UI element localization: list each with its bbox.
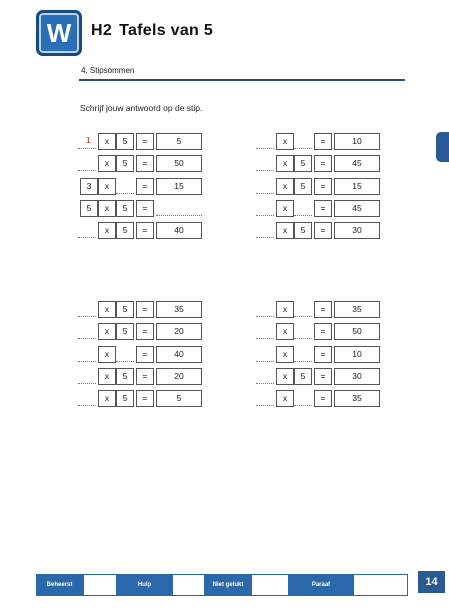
equals-sign: = xyxy=(136,133,154,150)
times-sign: x xyxy=(276,200,294,217)
logo: W xyxy=(36,10,82,56)
operand-box: 5 xyxy=(116,133,134,150)
operand-box: 5 xyxy=(80,200,98,217)
equals-sign: = xyxy=(136,390,154,407)
answer-line[interactable] xyxy=(294,316,312,317)
times-sign: x xyxy=(276,346,294,363)
chapter-title: Tafels van 5 xyxy=(119,22,214,39)
times-sign: x xyxy=(98,301,116,318)
answer-line[interactable] xyxy=(78,170,96,171)
equals-sign: = xyxy=(314,133,332,150)
equals-sign: = xyxy=(314,155,332,172)
times-sign: x xyxy=(98,323,116,340)
result-box: 30 xyxy=(334,222,380,239)
operand-box: 5 xyxy=(294,178,312,195)
equals-sign: = xyxy=(314,301,332,318)
answer-line[interactable] xyxy=(256,193,274,194)
equals-sign: = xyxy=(314,390,332,407)
answer-line[interactable] xyxy=(256,383,274,384)
result-box: 35 xyxy=(156,301,202,318)
times-sign: x xyxy=(276,323,294,340)
result-box: 10 xyxy=(334,346,380,363)
answer-line[interactable] xyxy=(78,361,96,362)
operand-box: 5 xyxy=(294,222,312,239)
result-box: 30 xyxy=(334,368,380,385)
times-sign: x xyxy=(276,390,294,407)
equals-sign: = xyxy=(136,222,154,239)
answer-line[interactable] xyxy=(294,338,312,339)
equals-sign: = xyxy=(314,346,332,363)
answer-line[interactable] xyxy=(294,405,312,406)
equals-sign: = xyxy=(136,323,154,340)
assessment-bar xyxy=(36,574,408,596)
beheerst-box[interactable] xyxy=(83,574,117,596)
result-box: 10 xyxy=(334,133,380,150)
operand-box: 5 xyxy=(294,368,312,385)
times-sign: x xyxy=(276,368,294,385)
times-sign: x xyxy=(276,301,294,318)
operand-box: 5 xyxy=(116,222,134,239)
equals-sign: = xyxy=(136,301,154,318)
equals-sign: = xyxy=(136,346,154,363)
result-box: 15 xyxy=(156,178,202,195)
answer-line[interactable] xyxy=(256,148,274,149)
times-sign: x xyxy=(276,178,294,195)
answer-line[interactable] xyxy=(294,361,312,362)
times-sign: x xyxy=(98,390,116,407)
answer-line[interactable] xyxy=(78,316,96,317)
answer-line[interactable] xyxy=(116,193,134,194)
answer-line[interactable] xyxy=(256,237,274,238)
page-number: 14 xyxy=(418,571,445,593)
niet-gelukt-box[interactable] xyxy=(251,574,289,596)
result-box: 35 xyxy=(334,301,380,318)
answer-line[interactable] xyxy=(78,338,96,339)
answer-line[interactable] xyxy=(78,148,96,149)
times-sign: x xyxy=(98,178,116,195)
operand-box: 5 xyxy=(116,301,134,318)
niet-gelukt-label: Niet gelukt xyxy=(205,574,251,596)
side-tab xyxy=(436,132,449,162)
paraaf-box[interactable] xyxy=(353,574,408,596)
operand-box: 5 xyxy=(116,200,134,217)
result-box: 50 xyxy=(334,323,380,340)
result-box: 45 xyxy=(334,200,380,217)
equals-sign: = xyxy=(314,222,332,239)
answer-line[interactable] xyxy=(116,361,134,362)
answer-line[interactable] xyxy=(78,237,96,238)
times-sign: x xyxy=(98,346,116,363)
answer-line[interactable] xyxy=(256,215,274,216)
page-title xyxy=(91,22,213,40)
result-box: 5 xyxy=(156,133,202,150)
operand-box: 5 xyxy=(116,323,134,340)
answer-line[interactable] xyxy=(256,338,274,339)
result-box: 20 xyxy=(156,323,202,340)
times-sign: x xyxy=(98,368,116,385)
section-title: 4. Stipsommen xyxy=(81,66,135,75)
answer-line[interactable] xyxy=(78,383,96,384)
operand-box: 3 xyxy=(80,178,98,195)
operand-box: 5 xyxy=(294,155,312,172)
result-box: 35 xyxy=(334,390,380,407)
operand-box: 5 xyxy=(116,155,134,172)
times-sign: x xyxy=(276,155,294,172)
equals-sign: = xyxy=(136,178,154,195)
result-box: 15 xyxy=(334,178,380,195)
section-divider xyxy=(79,79,405,81)
beheerst-label: Beheerst xyxy=(36,574,83,596)
equals-sign: = xyxy=(314,200,332,217)
times-sign: x xyxy=(98,200,116,217)
answer-line[interactable] xyxy=(294,215,312,216)
result-box: 20 xyxy=(156,368,202,385)
example-marker: 1 xyxy=(86,135,91,145)
answer-line[interactable] xyxy=(256,361,274,362)
result-box: 45 xyxy=(334,155,380,172)
instruction: Schrijf jouw antwoord op de stip. xyxy=(80,103,203,113)
chapter-label: H2 xyxy=(91,22,113,39)
answer-line[interactable] xyxy=(256,170,274,171)
times-sign: x xyxy=(276,222,294,239)
times-sign: x xyxy=(98,155,116,172)
hulp-label: Hulp xyxy=(117,574,172,596)
result-box: 40 xyxy=(156,222,202,239)
result-box: 40 xyxy=(156,346,202,363)
hulp-box[interactable] xyxy=(172,574,205,596)
result-box: 50 xyxy=(156,155,202,172)
operand-box: 5 xyxy=(116,390,134,407)
times-sign: x xyxy=(98,222,116,239)
equals-sign: = xyxy=(136,155,154,172)
equals-sign: = xyxy=(314,178,332,195)
times-sign: x xyxy=(98,133,116,150)
times-sign: x xyxy=(276,133,294,150)
answer-line[interactable] xyxy=(78,405,96,406)
answer-line[interactable] xyxy=(256,316,274,317)
paraaf-label: Paraaf xyxy=(289,574,353,596)
answer-line[interactable] xyxy=(156,215,202,216)
equals-sign: = xyxy=(314,368,332,385)
result-box: 5 xyxy=(156,390,202,407)
equals-sign: = xyxy=(136,200,154,217)
answer-line[interactable] xyxy=(294,148,312,149)
equals-sign: = xyxy=(314,323,332,340)
equals-sign: = xyxy=(136,368,154,385)
operand-box: 5 xyxy=(116,368,134,385)
answer-line[interactable] xyxy=(256,405,274,406)
